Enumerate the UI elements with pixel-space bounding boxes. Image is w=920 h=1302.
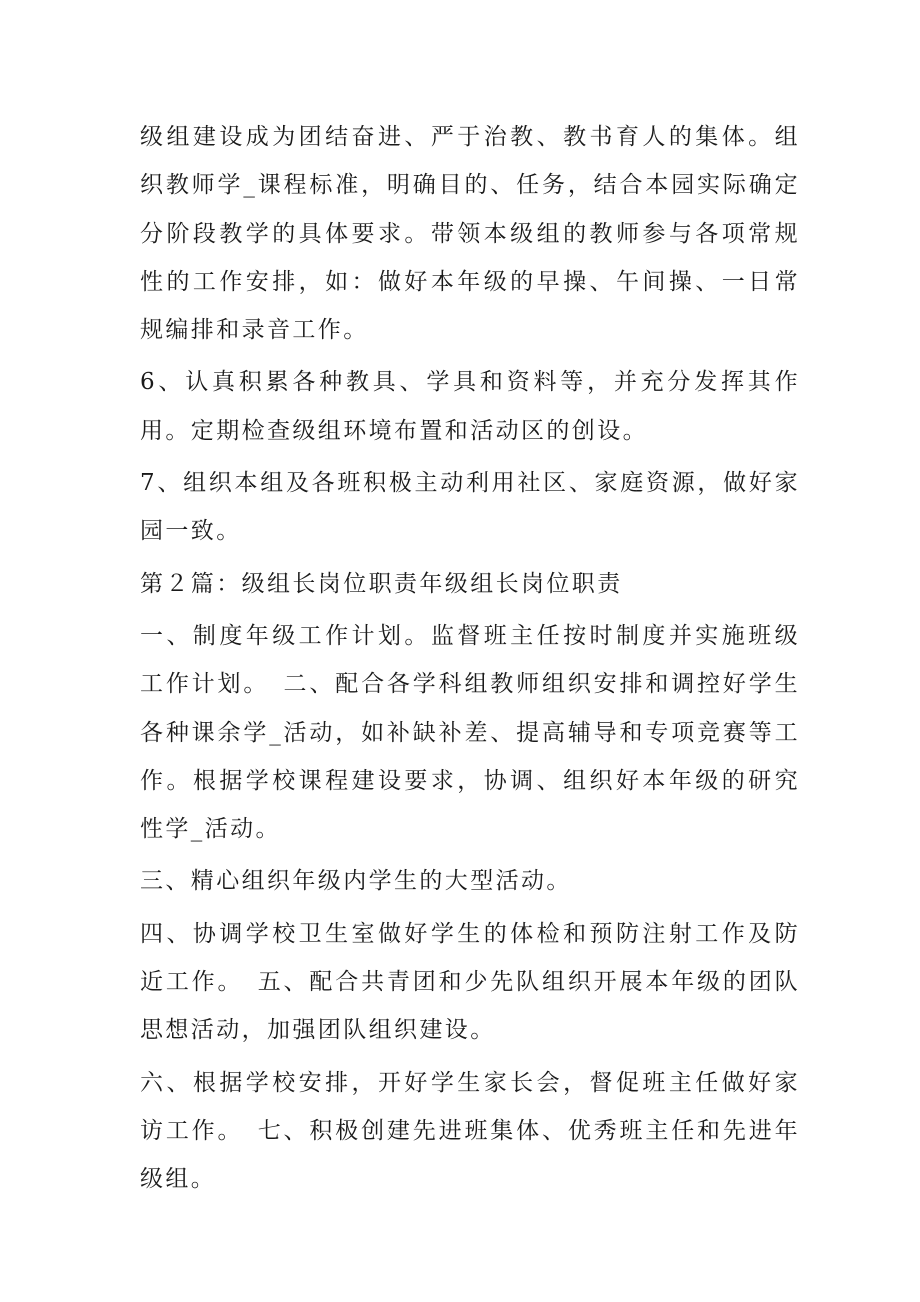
paragraph-intro: 级组建设成为团结奋进、严于治教、教书育人的集体。组织教师学_课程标准，明确目的、任务，结合本园实际确定分阶段教学的具体要求。带领本级组的教师参与各项常规性的工作安排，如：做好本年级的早操、午间操、一日常规编排和录音工作。: [140, 124, 800, 344]
section-heading: 第２篇：级组长岗位职责年级组长岗位职责: [140, 570, 623, 597]
paragraph-duty-3: 三、精心组织年级内学生的大型活动。: [140, 868, 572, 895]
paragraph-duty-6-7: 六、根据学校安排，开好学生家长会，督促班主任做好家访工作。 七、积极创建先进班集体、优秀班主任和先进年级组。: [140, 1069, 800, 1193]
paragraph-duty-1-2: 一、制度年级工作计划。监督班主任按时制度并实施班级工作计划。 二、配合各学科组教师组织安排和调控好学生各种课余学_活动，如补缺补差、提高辅导和专项竞赛等工作。根据学校课程建设要求，协调、组织好本年级的研究性学_活动。: [140, 622, 800, 843]
document-body: [140, 113, 800, 1208]
paragraph-duty-4-5: 四、协调学校卫生室做好学生的体检和预防注射工作及防近工作。 五、配合共青团和少先队组织开展本年级的团队思想活动，加强团队组织建设。: [140, 920, 800, 1044]
paragraph-item-7: 7、组织本组及各班积极主动利用社区、家庭资源，做好家园一致。: [140, 470, 800, 545]
paragraph-item-6: 6、认真积累各种教具、学具和资料等，并充分发挥其作用。定期检查级组环境布置和活动区的创设。: [140, 369, 800, 444]
